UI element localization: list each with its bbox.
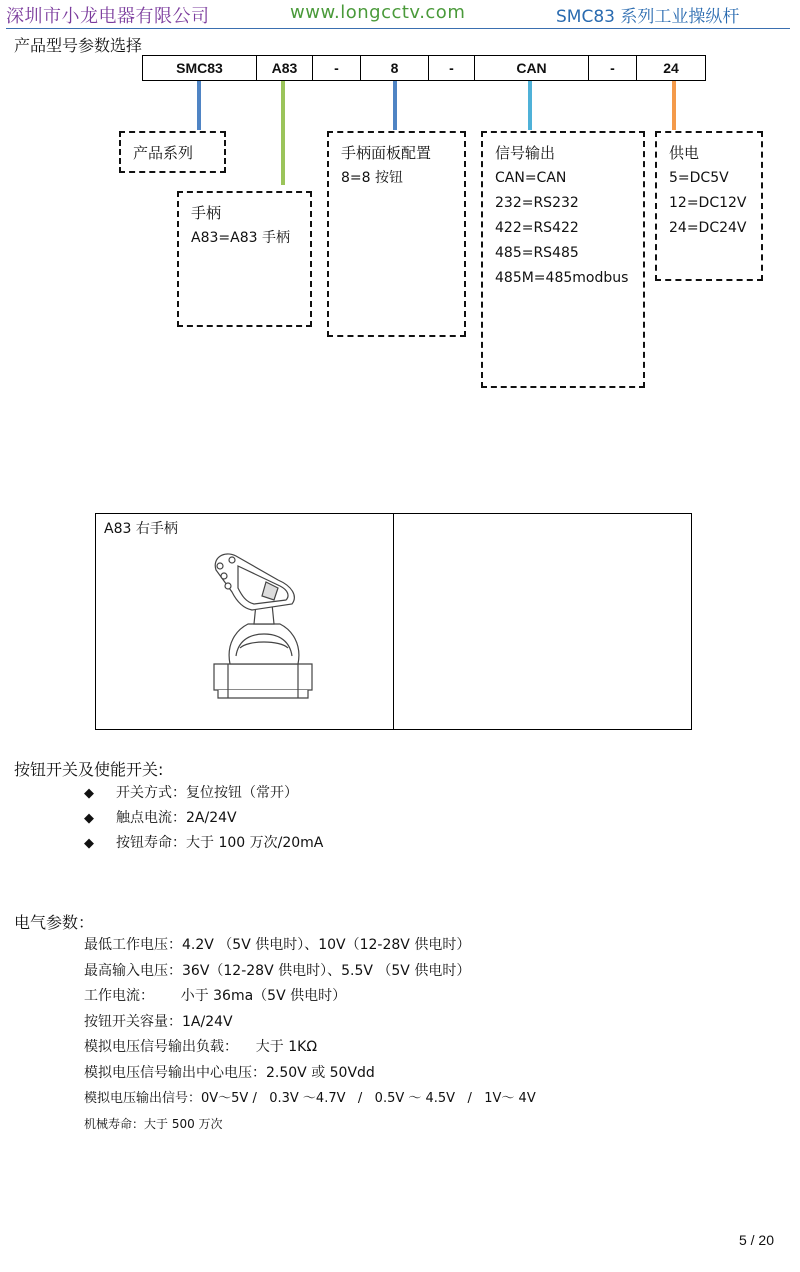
option-box-power (655, 131, 763, 281)
list-item: 模拟电压输出信号：0V～5V / 0.3V ～4.7V / 0.5V ～ 4.5V / 1V～ 4V (84, 1091, 536, 1106)
option-box-handle (177, 191, 312, 327)
option-line: 24=DC24V (669, 220, 747, 236)
option-line: 5=DC5V (669, 170, 729, 186)
button-section-title (14, 757, 163, 780)
electrical-title: 电气参数： (14, 913, 95, 932)
list-item: 模拟电压信号输出负载： 大于 1KΩ (84, 1039, 318, 1055)
product-series-title: SMC83 系列工业操纵杆 (556, 7, 740, 27)
option-box-title: 产品系列 (133, 144, 194, 162)
option-box-title: 供电 (669, 144, 700, 162)
page-number: 5 / 20 (738, 1232, 774, 1248)
option-line: 422=RS422 (495, 220, 579, 236)
code-cell-handle: A83 (256, 55, 313, 81)
spec-text: 开关方式：复位按钮（常开） (116, 785, 298, 801)
list-item: 模拟电压信号输出中心电压：2.50V 或 50Vdd (84, 1064, 375, 1081)
connector-panel (393, 81, 397, 130)
electrical-spec-list (84, 933, 536, 1137)
spec-text: 按钮寿命：大于 100 万次/20mA (116, 835, 324, 851)
button-spec-list (84, 781, 323, 856)
option-box-title: 信号输出 (495, 144, 556, 162)
option-line: 8=8 按钮 (341, 170, 403, 186)
connector-output (528, 81, 532, 130)
list-item: 工作电流： 小于 36ma（5V 供电时） (84, 988, 347, 1004)
code-cell-dash: - (312, 55, 361, 81)
joystick-illustration (208, 552, 318, 702)
connector-handle (281, 81, 285, 185)
selection-title: 产品型号参数选择 (14, 36, 143, 55)
company-name: 深圳市小龙电器有限公司 (6, 6, 210, 27)
website-url: www.longcctv.com (290, 2, 466, 23)
option-box-series (119, 131, 226, 173)
code-cell-dash: - (588, 55, 637, 81)
option-line: 485=RS485 (495, 245, 579, 261)
list-item: 最高输入电压：36V（12-28V 供电时）、5.5V （5V 供电时） (84, 962, 471, 979)
option-box-panel (327, 131, 466, 337)
option-line: 232=RS232 (495, 195, 579, 211)
diamond-bullet-icon: ◆ (84, 811, 94, 826)
spec-text: 触点电流：2A/24V (116, 810, 237, 826)
code-cell-dash: - (428, 55, 475, 81)
button-title-colon: : (158, 760, 164, 779)
option-box-title: 手柄面板配置 (341, 144, 432, 162)
option-line: CAN=CAN (495, 170, 567, 186)
code-cell-power: 24 (636, 55, 706, 81)
code-cell-output: CAN (474, 55, 589, 81)
diamond-bullet-icon: ◆ (84, 786, 94, 801)
code-cell-series: SMC83 (142, 55, 257, 81)
list-item (84, 831, 323, 856)
table-divider (393, 514, 394, 729)
option-box-output (481, 131, 645, 388)
handle-image-table (95, 513, 692, 730)
connector-series (197, 81, 201, 130)
list-item (84, 781, 323, 806)
option-line: 485M=485modbus (495, 270, 629, 286)
option-box-title: 手柄 (191, 204, 222, 222)
option-line: A83=A83 手柄 (191, 230, 290, 246)
button-title-text: 按钮开关及使能开关 (14, 760, 159, 779)
list-item: 机械寿命：大于 500 万次 (84, 1116, 223, 1131)
code-cell-panel: 8 (360, 55, 429, 81)
list-item (84, 806, 323, 831)
list-item: 按钮开关容量：1A/24V (84, 1013, 233, 1030)
diamond-bullet-icon: ◆ (84, 836, 94, 851)
option-line: 12=DC12V (669, 195, 747, 211)
connector-power (672, 81, 676, 130)
header-divider (6, 28, 790, 29)
handle-image-caption: A83 右手柄 (104, 521, 178, 537)
list-item: 最低工作电压：4.2V （5V 供电时）、10V（12-28V 供电时） (84, 937, 471, 953)
